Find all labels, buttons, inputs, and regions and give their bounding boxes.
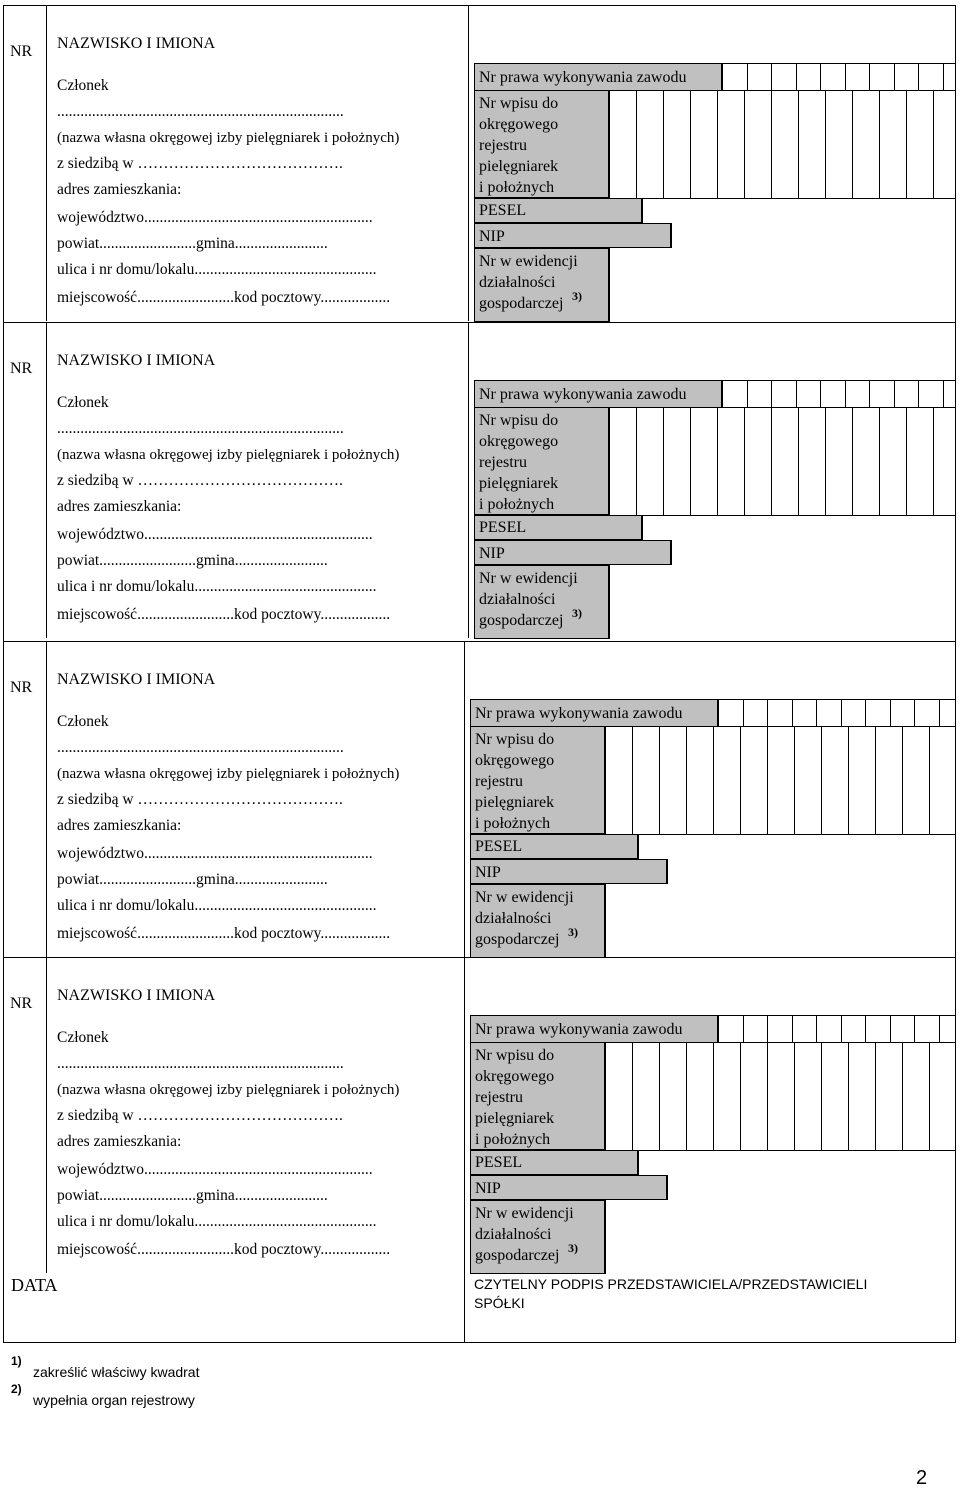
wpis-label-line: i położnych <box>479 179 555 196</box>
wpis-label-line: rejestru <box>475 1089 523 1106</box>
grid-cell-line <box>820 380 821 408</box>
grid-cell-line <box>890 699 891 727</box>
pesel-label: PESEL <box>475 838 523 855</box>
member-detail-line[interactable]: miejscowość.........................kod pocztowy.................. <box>57 289 391 306</box>
wpis-cell-line[interactable] <box>659 1042 660 1150</box>
wpis-cell-line[interactable] <box>798 407 799 515</box>
wpis-label-line: Nr wpisu do <box>475 1047 555 1064</box>
wpis-cell-line[interactable] <box>686 1042 687 1150</box>
wpis-cell-line[interactable] <box>929 726 930 834</box>
wpis-cell-line[interactable] <box>852 90 853 198</box>
wpis-label-line: i położnych <box>475 815 551 832</box>
member-detail-line: adres zamieszkania: <box>57 817 182 834</box>
nr-column-divider <box>46 5 47 321</box>
ewid-label-line: Nr w ewidencji <box>479 570 578 587</box>
wpis-cell-line[interactable] <box>902 726 903 834</box>
wpis-cell-line[interactable] <box>717 90 718 198</box>
member-detail-line: Członek <box>57 1029 109 1046</box>
member-detail-line[interactable]: .......................................................................... <box>57 739 344 756</box>
grid-cell-line <box>718 1015 719 1043</box>
wpis-label-line: okręgowego <box>475 752 555 769</box>
grid-cell-line <box>869 63 870 91</box>
grid-cell-line <box>943 380 944 408</box>
member-detail-line[interactable]: z siedzibą w …………………………………. <box>57 1107 343 1124</box>
grid-row-line <box>474 565 609 566</box>
ewid-label-line: gospodarczej <box>475 1247 560 1264</box>
wpis-cell-line[interactable] <box>771 90 772 198</box>
member-detail-line[interactable]: .......................................................................... <box>57 420 344 437</box>
wpis-label-line: okręgowego <box>479 116 559 133</box>
grid-row-line <box>474 515 955 516</box>
nip-cell-line[interactable] <box>671 540 672 565</box>
grid-cell-line <box>816 1015 817 1043</box>
wpis-cell-line[interactable] <box>686 726 687 834</box>
member-detail-line[interactable]: województwo........................................................... <box>57 845 373 862</box>
member-detail-line[interactable]: województwo........................................................... <box>57 526 373 543</box>
grid-row-line <box>474 248 609 249</box>
wpis-label-line: okręgowego <box>479 433 559 450</box>
block-divider <box>3 957 956 958</box>
nr-column-divider <box>46 641 47 957</box>
grid-cell-line <box>894 63 895 91</box>
pesel-cell-line[interactable] <box>638 834 639 859</box>
grid-cell-line <box>939 1015 940 1043</box>
wpis-cell-line[interactable] <box>794 726 795 834</box>
nip-cell-line[interactable] <box>671 223 672 248</box>
wpis-cell-line[interactable] <box>713 726 714 834</box>
member-detail-line[interactable]: miejscowość.........................kod pocztowy.................. <box>57 1241 391 1258</box>
wpis-label-line: Nr wpisu do <box>479 95 559 112</box>
nip-label: NIP <box>475 864 501 881</box>
grid-cell-line <box>894 380 895 408</box>
ewid-label-line: Nr w ewidencji <box>475 889 574 906</box>
member-detail-line[interactable]: .......................................................................... <box>57 103 344 120</box>
footer-divider <box>464 1273 465 1343</box>
signature-label-line1: CZYTELNY PODPIS PRZEDSTAWICIELA/PRZEDSTAWICIELI <box>474 1276 868 1292</box>
grid-row-line <box>474 198 955 199</box>
nip-label: NIP <box>475 1180 501 1197</box>
grid-cell-line <box>747 380 748 408</box>
prawo-label: Nr prawa wykonywania zawodu <box>475 705 683 722</box>
wpis-label-line: rejestru <box>475 773 523 790</box>
wpis-cell-line[interactable] <box>636 90 637 198</box>
nr-label: NR <box>10 679 33 696</box>
prawo-label: Nr prawa wykonywania zawodu <box>479 386 687 403</box>
wpis-cell-line[interactable] <box>744 407 745 515</box>
member-detail-line: adres zamieszkania: <box>57 498 182 515</box>
grid-cell-line <box>816 699 817 727</box>
member-detail-line[interactable]: ulica i nr domu/lokalu............................................... <box>57 897 377 914</box>
grid-row-line <box>474 90 955 91</box>
ewid-sup: 3) <box>568 1241 578 1255</box>
block-divider <box>3 322 956 323</box>
grid-cell-line <box>918 63 919 91</box>
ewid-label-line: działalności <box>475 910 552 927</box>
grid-cell-line <box>792 699 793 727</box>
grid-row-line <box>470 884 605 885</box>
wpis-label-line: Nr wpisu do <box>479 412 559 429</box>
grid-row-line <box>470 859 667 860</box>
wpis-cell-line[interactable] <box>717 407 718 515</box>
grid-cell-line <box>767 1015 768 1043</box>
wpis-cell-line[interactable] <box>879 407 880 515</box>
member-detail-line[interactable]: ulica i nr domu/lokalu............................................... <box>57 578 377 595</box>
wpis-cell-line[interactable] <box>632 726 633 834</box>
ewid-label-line: gospodarczej <box>475 931 560 948</box>
wpis-cell-line[interactable] <box>767 726 768 834</box>
wpis-cell-line[interactable] <box>609 90 610 198</box>
grid-cell-line <box>914 699 915 727</box>
wpis-cell-line[interactable] <box>933 90 934 198</box>
member-detail-line: Członek <box>57 394 109 411</box>
member-detail-line: Członek <box>57 77 109 94</box>
nr-label: NR <box>10 995 33 1012</box>
wpis-label-line: i położnych <box>479 496 555 513</box>
wpis-cell-line[interactable] <box>740 726 741 834</box>
grid-cell-line <box>865 1015 866 1043</box>
name-header: NAZWISKO I IMIONA <box>57 671 216 688</box>
panel-divider <box>468 5 469 321</box>
panel-divider <box>464 957 465 1273</box>
member-detail-line[interactable]: z siedzibą w …………………………………. <box>57 155 343 172</box>
wpis-cell-line[interactable] <box>636 407 637 515</box>
wpis-cell-line[interactable] <box>767 1042 768 1150</box>
footnote-mark-1: 1) <box>11 1354 22 1368</box>
ewid-label-line: gospodarczej <box>479 295 564 312</box>
ewid-label-line: działalności <box>479 274 556 291</box>
nip-cell-line[interactable] <box>667 859 668 884</box>
grid-cell-line <box>722 380 723 408</box>
member-detail-line[interactable]: powiat.........................gmina........................ <box>57 235 328 252</box>
signature-label-line2: SPÓŁKI <box>474 1295 525 1311</box>
wpis-cell-line[interactable] <box>663 90 664 198</box>
wpis-cell-line[interactable] <box>825 90 826 198</box>
member-detail-line[interactable]: z siedzibą w …………………………………. <box>57 791 343 808</box>
grid-row-line <box>470 1200 605 1201</box>
wpis-label-line: pielęgniarek <box>479 158 559 175</box>
wpis-cell-line[interactable] <box>848 726 849 834</box>
wpis-cell-line[interactable] <box>879 90 880 198</box>
wpis-cell-line[interactable] <box>821 726 822 834</box>
member-detail-line[interactable]: województwo........................................................... <box>57 1161 373 1178</box>
wpis-cell-line[interactable] <box>902 1042 903 1150</box>
grid-row-line <box>470 699 955 700</box>
wpis-label-line: pielęgniarek <box>479 475 559 492</box>
ewid-label-line: Nr w ewidencji <box>479 253 578 270</box>
nr-column-divider <box>46 322 47 638</box>
member-detail-line[interactable]: miejscowość.........................kod pocztowy.................. <box>57 925 391 942</box>
grid-cell-line <box>820 63 821 91</box>
wpis-cell-line[interactable] <box>744 90 745 198</box>
pesel-label: PESEL <box>479 519 527 536</box>
grid-cell-line <box>743 1015 744 1043</box>
page-number: 2 <box>916 1467 928 1489</box>
wpis-cell-line[interactable] <box>821 1042 822 1150</box>
member-detail-line[interactable]: województwo........................................................... <box>57 209 373 226</box>
ewid-label-line: Nr w ewidencji <box>475 1205 574 1222</box>
ewid-cell-line[interactable] <box>605 1200 606 1274</box>
nr-label: NR <box>10 43 33 60</box>
ewid-cell-line[interactable] <box>605 884 606 958</box>
grid-row-line <box>474 540 671 541</box>
ewid-sup: 3) <box>572 289 582 303</box>
prawo-label: Nr prawa wykonywania zawodu <box>479 69 687 86</box>
wpis-cell-line[interactable] <box>798 90 799 198</box>
date-label: DATA <box>11 1275 58 1295</box>
grid-cell-line <box>845 380 846 408</box>
grid-cell-line <box>796 63 797 91</box>
wpis-label-line: Nr wpisu do <box>475 731 555 748</box>
wpis-cell-line[interactable] <box>933 407 934 515</box>
wpis-cell-line[interactable] <box>875 726 876 834</box>
member-detail-line[interactable]: powiat.........................gmina........................ <box>57 871 328 888</box>
footnote-text-1: zakreślić właściwy kwadrat <box>33 1364 200 1380</box>
wpis-cell-line[interactable] <box>852 407 853 515</box>
grid-row-line <box>470 1175 667 1176</box>
wpis-cell-line[interactable] <box>605 1042 606 1150</box>
pesel-label: PESEL <box>479 202 527 219</box>
grid-cell-line <box>869 380 870 408</box>
grid-row-line <box>474 223 671 224</box>
grid-cell-line <box>939 699 940 727</box>
wpis-label-line: i położnych <box>475 1131 551 1148</box>
wpis-cell-line[interactable] <box>929 1042 930 1150</box>
ewid-label-line: gospodarczej <box>479 612 564 629</box>
grid-cell-line <box>771 63 772 91</box>
wpis-label-line: pielęgniarek <box>475 794 555 811</box>
wpis-cell-line[interactable] <box>794 1042 795 1150</box>
wpis-cell-line[interactable] <box>659 726 660 834</box>
member-detail-line: adres zamieszkania: <box>57 1133 182 1150</box>
member-detail-line[interactable]: ulica i nr domu/lokalu............................................... <box>57 261 377 278</box>
ewid-label-line: działalności <box>479 591 556 608</box>
wpis-cell-line[interactable] <box>713 1042 714 1150</box>
grid-row-line <box>474 407 955 408</box>
wpis-label-line: rejestru <box>479 137 527 154</box>
wpis-cell-line[interactable] <box>875 1042 876 1150</box>
footnote-mark-2: 2) <box>11 1382 22 1396</box>
grid-row-line <box>474 63 955 64</box>
wpis-cell-line[interactable] <box>632 1042 633 1150</box>
wpis-cell-line[interactable] <box>605 726 606 834</box>
block-divider <box>3 641 956 642</box>
nr-column-divider <box>46 957 47 1273</box>
member-detail-line: (nazwa własna okręgowej izby pielęgniarek i położnych) <box>57 1082 400 1098</box>
ewid-sup: 3) <box>572 606 582 620</box>
wpis-cell-line[interactable] <box>848 1042 849 1150</box>
panel-divider <box>464 641 465 957</box>
nr-label: NR <box>10 360 33 377</box>
member-detail-line[interactable]: .......................................................................... <box>57 1055 344 1072</box>
name-header: NAZWISKO I IMIONA <box>57 35 216 52</box>
member-detail-line[interactable]: powiat.........................gmina........................ <box>57 552 328 569</box>
panel-divider <box>468 322 469 638</box>
ewid-cell-line[interactable] <box>609 248 610 322</box>
member-detail-line[interactable]: z siedzibą w …………………………………. <box>57 472 343 489</box>
wpis-label-line: rejestru <box>479 454 527 471</box>
pesel-cell-line[interactable] <box>642 515 643 540</box>
pesel-cell-line[interactable] <box>642 198 643 223</box>
grid-cell-line <box>718 699 719 727</box>
grid-cell-line <box>747 63 748 91</box>
wpis-cell-line[interactable] <box>609 407 610 515</box>
grid-cell-line <box>845 63 846 91</box>
grid-row-line <box>474 380 955 381</box>
grid-row-line <box>470 1015 955 1016</box>
grid-cell-line <box>767 699 768 727</box>
pesel-label: PESEL <box>475 1154 523 1171</box>
grid-cell-line <box>771 380 772 408</box>
pesel-cell-line[interactable] <box>638 1150 639 1175</box>
name-header: NAZWISKO I IMIONA <box>57 987 216 1004</box>
nip-label: NIP <box>479 228 505 245</box>
grid-cell-line <box>743 699 744 727</box>
member-detail-line: (nazwa własna okręgowej izby pielęgniarek i położnych) <box>57 766 400 782</box>
member-detail-line[interactable]: ulica i nr domu/lokalu............................................... <box>57 1213 377 1230</box>
grid-cell-line <box>796 380 797 408</box>
grid-cell-line <box>841 699 842 727</box>
name-header: NAZWISKO I IMIONA <box>57 352 216 369</box>
grid-cell-line <box>722 63 723 91</box>
grid-row-line <box>470 1150 955 1151</box>
ewid-label-line: działalności <box>475 1226 552 1243</box>
grid-row-line <box>470 834 955 835</box>
member-detail-line: (nazwa własna okręgowej izby pielęgniarek i położnych) <box>57 447 400 463</box>
wpis-label-line: okręgowego <box>475 1068 555 1085</box>
wpis-label-line: pielęgniarek <box>475 1110 555 1127</box>
wpis-cell-line[interactable] <box>740 1042 741 1150</box>
nip-label: NIP <box>479 545 505 562</box>
footnote-text-2: wypełnia organ rejestrowy <box>33 1392 195 1408</box>
grid-cell-line <box>890 1015 891 1043</box>
grid-cell-line <box>914 1015 915 1043</box>
wpis-cell-line[interactable] <box>825 407 826 515</box>
grid-cell-line <box>865 699 866 727</box>
grid-cell-line <box>918 380 919 408</box>
ewid-cell-line[interactable] <box>609 565 610 639</box>
prawo-label: Nr prawa wykonywania zawodu <box>475 1021 683 1038</box>
wpis-cell-line[interactable] <box>906 407 907 515</box>
wpis-cell-line[interactable] <box>906 90 907 198</box>
grid-cell-line <box>841 1015 842 1043</box>
member-detail-line: Członek <box>57 713 109 730</box>
wpis-cell-line[interactable] <box>690 90 691 198</box>
member-detail-line[interactable]: miejscowość.........................kod pocztowy.................. <box>57 606 391 623</box>
member-detail-line: (nazwa własna okręgowej izby pielęgniarek i położnych) <box>57 130 400 146</box>
member-detail-line[interactable]: powiat.........................gmina........................ <box>57 1187 328 1204</box>
wpis-cell-line[interactable] <box>771 407 772 515</box>
member-detail-line: adres zamieszkania: <box>57 181 182 198</box>
grid-cell-line <box>943 63 944 91</box>
wpis-cell-line[interactable] <box>690 407 691 515</box>
ewid-sup: 3) <box>568 925 578 939</box>
nip-cell-line[interactable] <box>667 1175 668 1200</box>
wpis-cell-line[interactable] <box>663 407 664 515</box>
grid-cell-line <box>792 1015 793 1043</box>
